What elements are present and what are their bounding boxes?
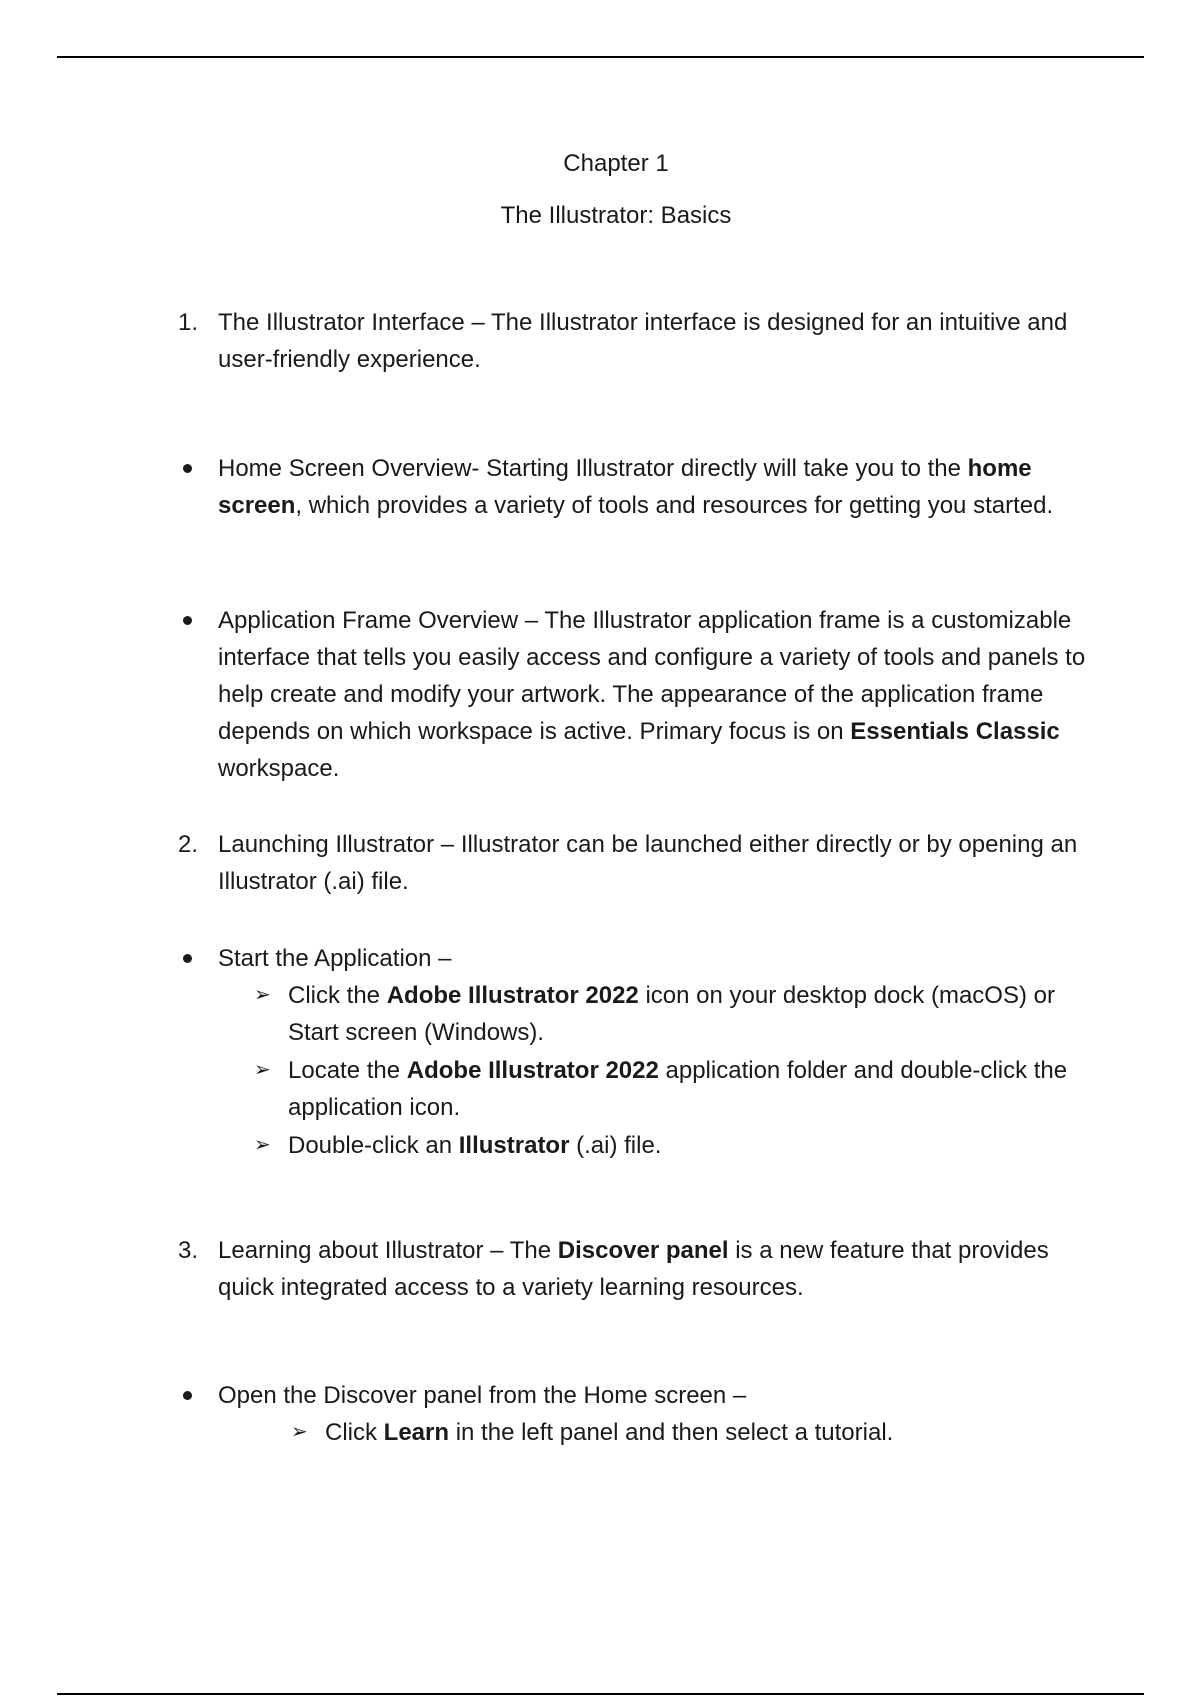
bold-term: Adobe Illustrator 2022 — [406, 1057, 659, 1084]
bullet-icon — [183, 464, 192, 473]
bullet-icon — [183, 954, 192, 963]
bold-term: home screen — [218, 455, 1032, 519]
bold-term: Adobe Illustrator 2022 — [386, 982, 639, 1009]
list-number: 3. — [178, 1237, 199, 1264]
sub-item-click-learn — [291, 1414, 1131, 1451]
sub-item-text: Click Learn in the left panel and then select a tutorial. — [325, 1419, 894, 1446]
sub-item-text: Double-click an Illustrator (.ai) file. — [288, 1132, 662, 1159]
list-number: 2. — [178, 831, 199, 858]
sub-item-text: Click the Adobe Illustrator 2022 icon on your desktop dock (macOS) or Start screen (Windows). — [288, 982, 1055, 1046]
bullet-start-application — [178, 940, 1098, 977]
bold-term: Learn — [383, 1419, 450, 1446]
list-item-2 — [178, 826, 1098, 900]
bold-term: Essentials Classic — [850, 718, 1060, 745]
list-item-text: Learning about Illustrator – The Discover panel is a new feature that provides quick integrated access to a variety learning resources. — [218, 1237, 1049, 1301]
bullet-icon — [183, 1391, 192, 1400]
footer-rule — [57, 1693, 1144, 1695]
bullet-home-screen — [178, 450, 1098, 524]
sub-item-text: Locate the Adobe Illustrator 2022 application folder and double-click the application icon. — [288, 1057, 1068, 1121]
sub-item-double-click — [254, 1127, 1094, 1164]
chapter-subtitle: The Illustrator: Basics — [500, 202, 732, 229]
bullet-open-discover — [178, 1377, 1098, 1414]
arrow-bullet-icon: ➢ — [291, 1421, 308, 1443]
bullet-icon — [183, 616, 192, 625]
arrow-bullet-icon: ➢ — [254, 1059, 271, 1081]
bullet-text: Open the Discover panel from the Home screen – — [218, 1382, 747, 1409]
list-item-3 — [178, 1232, 1098, 1306]
bullet-text: Start the Application – — [218, 945, 452, 972]
list-item-1 — [178, 304, 1098, 378]
header-rule — [57, 56, 1144, 58]
list-item-text: The Illustrator Interface – The Illustrator interface is designed for an intuitive and user-friendly experience. — [218, 309, 1068, 373]
chapter-heading: Chapter 1 — [563, 150, 669, 177]
sub-item-locate-folder — [254, 1052, 1094, 1126]
bullet-text: Home Screen Overview- Starting Illustrator directly will take you to the home screen, which provides a variety of tools and resources for getting you started. — [218, 455, 1054, 519]
list-item-text: Launching Illustrator – Illustrator can be launched either directly or by opening an Illustrator (.ai) file. — [218, 831, 1078, 895]
bold-term: Discover panel — [557, 1237, 729, 1264]
list-number: 1. — [178, 309, 199, 336]
arrow-bullet-icon: ➢ — [254, 984, 271, 1006]
bullet-text: Application Frame Overview – The Illustrator application frame is a customizable interface that tells you easily access and configure a variety of tools and panels to help create and modify your artwork. The appearance of the application frame depends on which workspace is active. Primary focus is on Essentials Classic workspace. — [218, 607, 1086, 782]
bold-term: Illustrator — [458, 1132, 570, 1159]
bullet-application-frame — [178, 602, 1098, 787]
sub-item-click-icon — [254, 977, 1094, 1051]
arrow-bullet-icon: ➢ — [254, 1134, 271, 1156]
